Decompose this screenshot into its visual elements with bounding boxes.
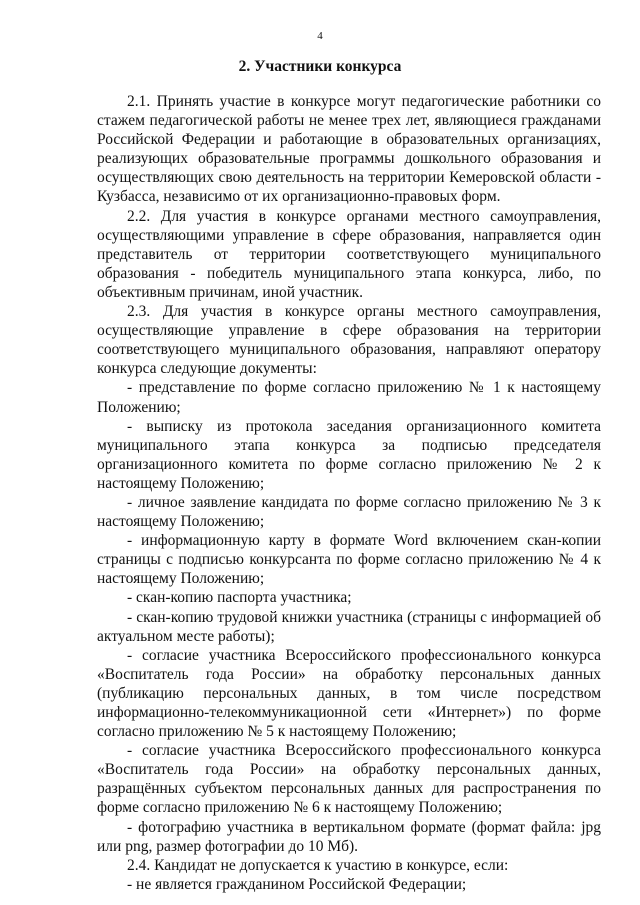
list-item-protocol: - выписку из протокола заседания организационного комитета муниципального этапа конкурса за подписью председателя организационного комитета по форме согласно приложению № 2 к настоящему Положению; (97, 417, 601, 492)
list-item-info-card: - информационную карту в формате Word включением скан-копии страницы с подписью конкурсанта по форме согласно приложению № 4 к настоящему Положению; (97, 532, 601, 588)
list-item-consent-6: - согласие участника Всероссийского профессионального конкурса «Воспитатель года России» на обработку персональных данных, разращённых субъектом персональных данных для распространения по форме согласно приложению № 6 к настоящему Положению; (97, 742, 601, 817)
paragraph-2-2: 2.2. Для участия в конкурсе органами местного самоуправления, осуществляющими управление в сфере образования, направляется один представитель от территории соответствующего муниципального образования - победитель муниципального этапа конкурса, либо, по объективным причинам, иной участник. (97, 207, 601, 301)
list-item-consent-5: - согласие участника Всероссийского профессионального конкурса «Воспитатель года России» на обработку персональных данных (публикацию персональных данных, в том числе посредством информационно-телекоммуникационной сети «Интернет») по форме согласно приложению № 5 к настоящему Положению; (97, 646, 601, 741)
list-item-submission: - представление по форме согласно приложению № 1 к настоящему Положению; (97, 379, 601, 416)
section-title: 2. Участники конкурса (238, 58, 402, 75)
list-item-citizenship: - не является гражданином Российской Федерации; (127, 875, 467, 893)
list-item-application: - личное заявление кандидата по форме согласно приложению № 3 к настоящему Положению; (97, 493, 601, 531)
list-item-photo: - фотографию участника в вертикальном формате (формат файла: jpg или png, размер фотографии до 10 Мб). (97, 818, 601, 855)
page-number: 4 (317, 30, 323, 42)
paragraph-2-1: 2.1. Принять участие в конкурсе могут педагогические работники со стажем педагогической работы не менее трех лет, являющиеся гражданами Российской Федерации и работающие в образовательных организациях, реализующих образовательные программы дошкольного образования и осуществляющих свою деятельность на территории Кемеровской области - Кузбасса, независимо от их организационно-правовых форм. (97, 93, 601, 206)
paragraph-2-3: 2.3. Для участия в конкурсе органы местного самоуправления, осуществляющие управление в сфере образования на территории соответствующего муниципального образования, направляют оператору конкурса следующие документы: (97, 303, 601, 378)
section-body (97, 92, 601, 894)
list-item-passport: - скан-копию паспорта участника; (127, 589, 352, 607)
list-item-workbook: - скан-копию трудовой книжки участника (страницы с информацией об актуальном месте работы); (97, 608, 601, 645)
paragraph-2-4: 2.4. Кандидат не допускается к участию в конкурсе, если: (127, 856, 509, 874)
